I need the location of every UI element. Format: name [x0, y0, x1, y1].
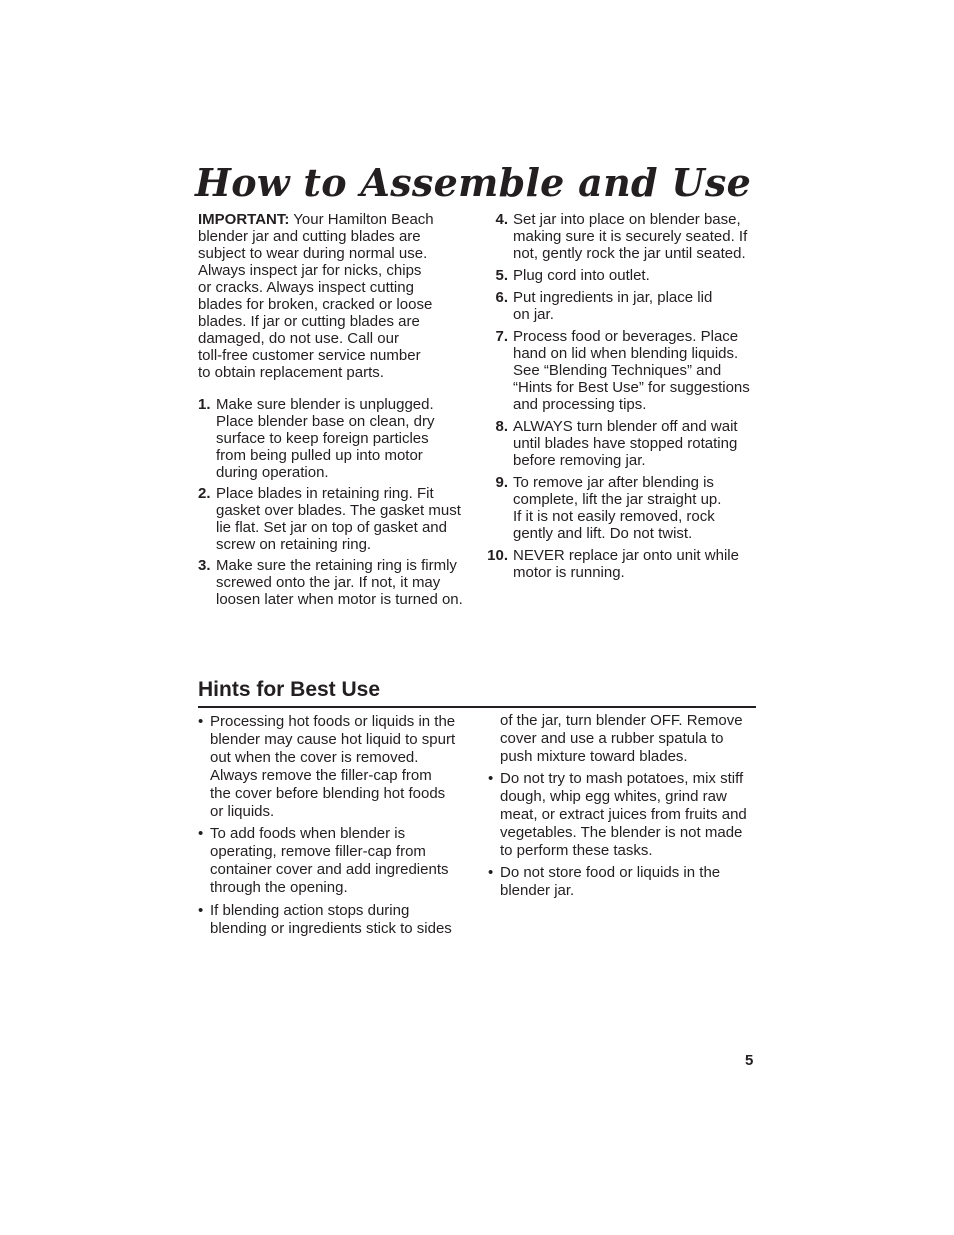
step-text: Process food or beverages. Place hand on lid when blending liquids. See “Blending Techniques” and “Hints for Best Use” for suggestions and processing tips. — [513, 328, 750, 413]
step-number: 6. — [495, 289, 508, 306]
step-item-4 — [496, 211, 766, 262]
important-text: Your Hamilton Beach blender jar and cutting blades are subject to wear during normal use. Always inspect jar for nicks, chips or cracks. Always inspect cutting blades for broken, cracked or loose blades. If jar or cutting blades are damaged, do not use. Call our toll-free customer service number to obtain replacement parts. — [198, 211, 434, 381]
hint-item-5 — [488, 864, 763, 900]
step-number: 3. — [198, 557, 211, 574]
page-number: 5 — [745, 1052, 754, 1069]
step-item-7 — [496, 328, 766, 413]
hint-continuation: of the jar, turn blender OFF. Remove cover and use a rubber spatula to push mixture toward blades. — [500, 712, 743, 765]
hints-right-column — [488, 712, 763, 900]
step-number: 10. — [487, 547, 508, 564]
step-text: Set jar into place on blender base, making sure it is securely seated. If not, gently rock the jar until seated. — [513, 211, 748, 262]
step-number: 8. — [495, 418, 508, 435]
step-text: Plug cord into outlet. — [513, 267, 650, 284]
hints-heading: Hints for Best Use — [198, 676, 756, 708]
hint-item-4 — [488, 770, 763, 860]
step-text: To remove jar after blending is complete, lift the jar straight up. If it is not easily removed, rock gently and lift. Do not twist. — [513, 474, 722, 542]
page-title: How to Assemble and Use — [195, 160, 752, 205]
step-item-2 — [198, 485, 478, 553]
steps-list-left — [198, 396, 478, 608]
bullet: • — [488, 770, 494, 787]
bullet: • — [198, 713, 204, 730]
steps-list-right — [487, 211, 766, 581]
step-text: Make sure the retaining ring is firmly screwed onto the jar. If not, it may loosen later when motor is turned on. — [216, 557, 463, 608]
step-number: 2. — [198, 485, 211, 502]
right-column — [487, 211, 766, 581]
step-item-9 — [496, 474, 766, 542]
hint-item-2 — [198, 825, 478, 897]
hint-text: Do not try to mash potatoes, mix stiff dough, whip egg whites, grind raw meat, or extract juices from fruits and vegetables. The blender is not made to perform these tasks. — [500, 770, 747, 859]
step-text: ALWAYS turn blender off and wait until blades have stopped rotating before removing jar. — [513, 418, 738, 469]
step-item-6 — [496, 289, 766, 323]
hints-list-right — [488, 770, 763, 900]
important-label: IMPORTANT: — [198, 211, 290, 228]
step-number: 7. — [495, 328, 508, 345]
step-item-5 — [496, 267, 766, 284]
step-text: Put ingredients in jar, place lid on jar. — [513, 289, 713, 323]
step-item-10 — [487, 547, 766, 581]
step-text: Make sure blender is unplugged. Place blender base on clean, dry surface to keep foreign particles from being pulled up into motor during operation. — [216, 396, 435, 481]
step-number: 4. — [495, 211, 508, 228]
hint-text: If blending action stops during blending or ingredients stick to sides — [210, 902, 452, 937]
step-item-1 — [198, 396, 478, 481]
bullet: • — [198, 825, 204, 842]
step-number: 5. — [495, 267, 508, 284]
hint-text: To add foods when blender is operating, remove filler-cap from container cover and add ingredients through the opening. — [210, 825, 449, 896]
important-notice — [198, 211, 478, 381]
step-number: 9. — [495, 474, 508, 491]
step-item-3 — [198, 557, 478, 608]
hint-item-3 — [198, 902, 478, 938]
bullet: • — [198, 902, 204, 919]
hint-item-1 — [198, 713, 478, 821]
step-number: 1. — [198, 396, 211, 413]
hint-text: Do not store food or liquids in the blender jar. — [500, 864, 721, 899]
left-column — [198, 211, 478, 608]
step-text: Place blades in retaining ring. Fit gasket over blades. The gasket must lie flat. Set jar on top of gasket and screw on retaining ring. — [216, 485, 461, 553]
step-item-8 — [496, 418, 766, 469]
hints-list-left — [198, 713, 478, 938]
bullet: • — [488, 864, 494, 881]
step-text: NEVER replace jar onto unit while motor is running. — [513, 547, 739, 581]
hint-text: Processing hot foods or liquids in the blender may cause hot liquid to spurt out when the cover is removed. Always remove the filler-cap from the cover before blending hot foods or liquids. — [210, 713, 456, 820]
hints-left-column — [198, 713, 478, 938]
